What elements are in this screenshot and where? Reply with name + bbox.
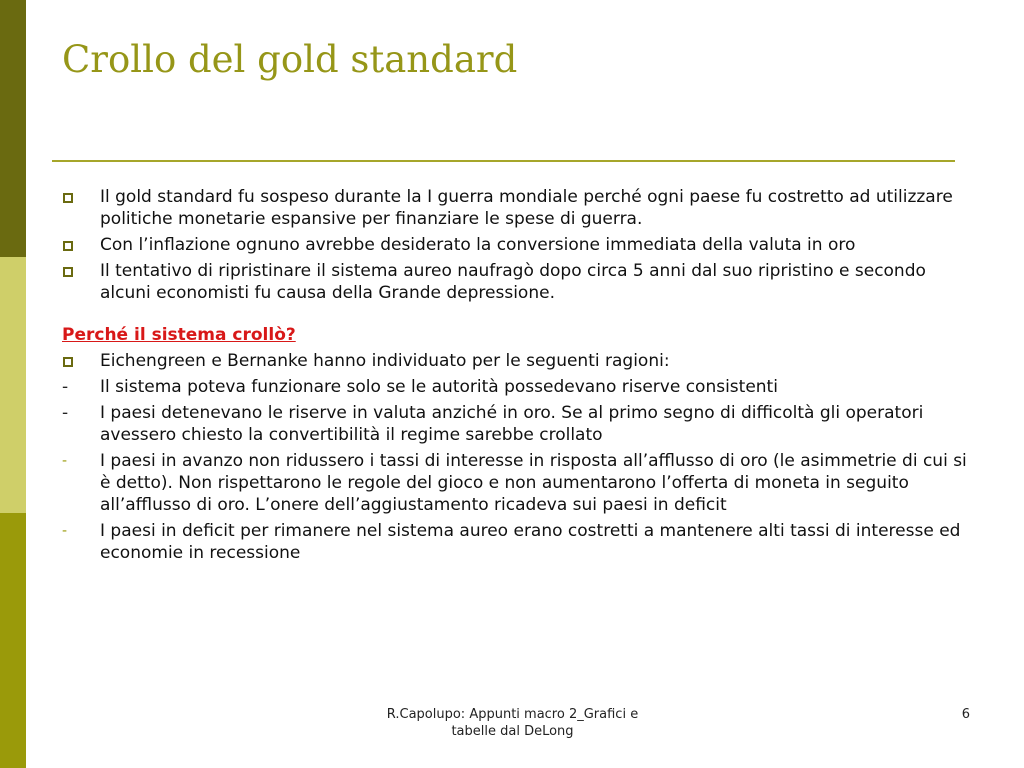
reason-item: [62, 450, 972, 516]
bullet-text: Il gold standard fu sospeso durante la I guerra mondiale perché ogni paese fu costretto ad utilizzare politiche monetarie espansive per finanziare le spese di guerra.: [100, 187, 953, 229]
bullet-item: [62, 260, 972, 304]
section-heading: Perché il sistema crollò?: [62, 325, 296, 345]
reason-text: I paesi detenevano le riserve in valuta anziché in oro. Se al primo segno di difficoltà gli operatori avessero chiesto la convertibilità il regime sarebbe crollato: [100, 403, 924, 445]
footer-text: R.Capolupo: Appunti macro 2_Grafici e tabelle dal DeLong: [386, 707, 639, 739]
dash-bullet: -: [62, 453, 68, 469]
dash-bullet: -: [62, 377, 69, 397]
dash-bullet: -: [62, 403, 69, 423]
reason-text: I paesi in deficit per rimanere nel sistema aureo erano costretti a mantenere alti tassi di interesse ed economie in recessione: [100, 521, 961, 563]
title-divider: [52, 160, 955, 162]
reason-text: Il sistema poteva funzionare solo se le autorità possedevano riserve consistenti: [100, 377, 778, 397]
page-number: 6: [961, 707, 970, 722]
left-band-dark: [0, 0, 26, 257]
bullet-text: Il tentativo di ripristinare il sistema aureo naufragò dopo circa 5 anni dal suo ripristino e secondo alcuni economisti fu causa della Grande depressione.: [100, 261, 926, 303]
dash-bullet: -: [62, 523, 68, 539]
bullet-text: Con l’inflazione ognuno avrebbe desiderato la conversione immediata della valuta in oro: [100, 235, 856, 255]
bullet-item: [62, 234, 972, 256]
bullet-item: [62, 186, 972, 230]
reason-item: [62, 520, 972, 564]
bullet-item: [62, 350, 972, 372]
square-bullet-icon: [63, 267, 73, 277]
square-bullet-icon: [63, 357, 73, 367]
left-band-olive: [0, 513, 26, 768]
left-band-light: [0, 257, 26, 513]
slide-title: Crollo del gold standard: [62, 38, 518, 81]
square-bullet-icon: [63, 241, 73, 251]
reason-item: [62, 402, 972, 446]
reason-item: [62, 376, 972, 398]
bullet-text: Eichengreen e Bernanke hanno individuato per le seguenti ragioni:: [100, 351, 670, 371]
reason-text: I paesi in avanzo non ridussero i tassi di interesse in risposta all’afflusso di oro (le asimmetrie di cui si è detto). Non rispettarono le regole del gioco e non aumentarono l’offerta di moneta in seguito all’afflusso di oro. L’onere dell’aggiustamento ricadeva sui paesi in deficit: [100, 451, 967, 515]
slide-body: [62, 186, 972, 568]
square-bullet-icon: [63, 193, 73, 203]
